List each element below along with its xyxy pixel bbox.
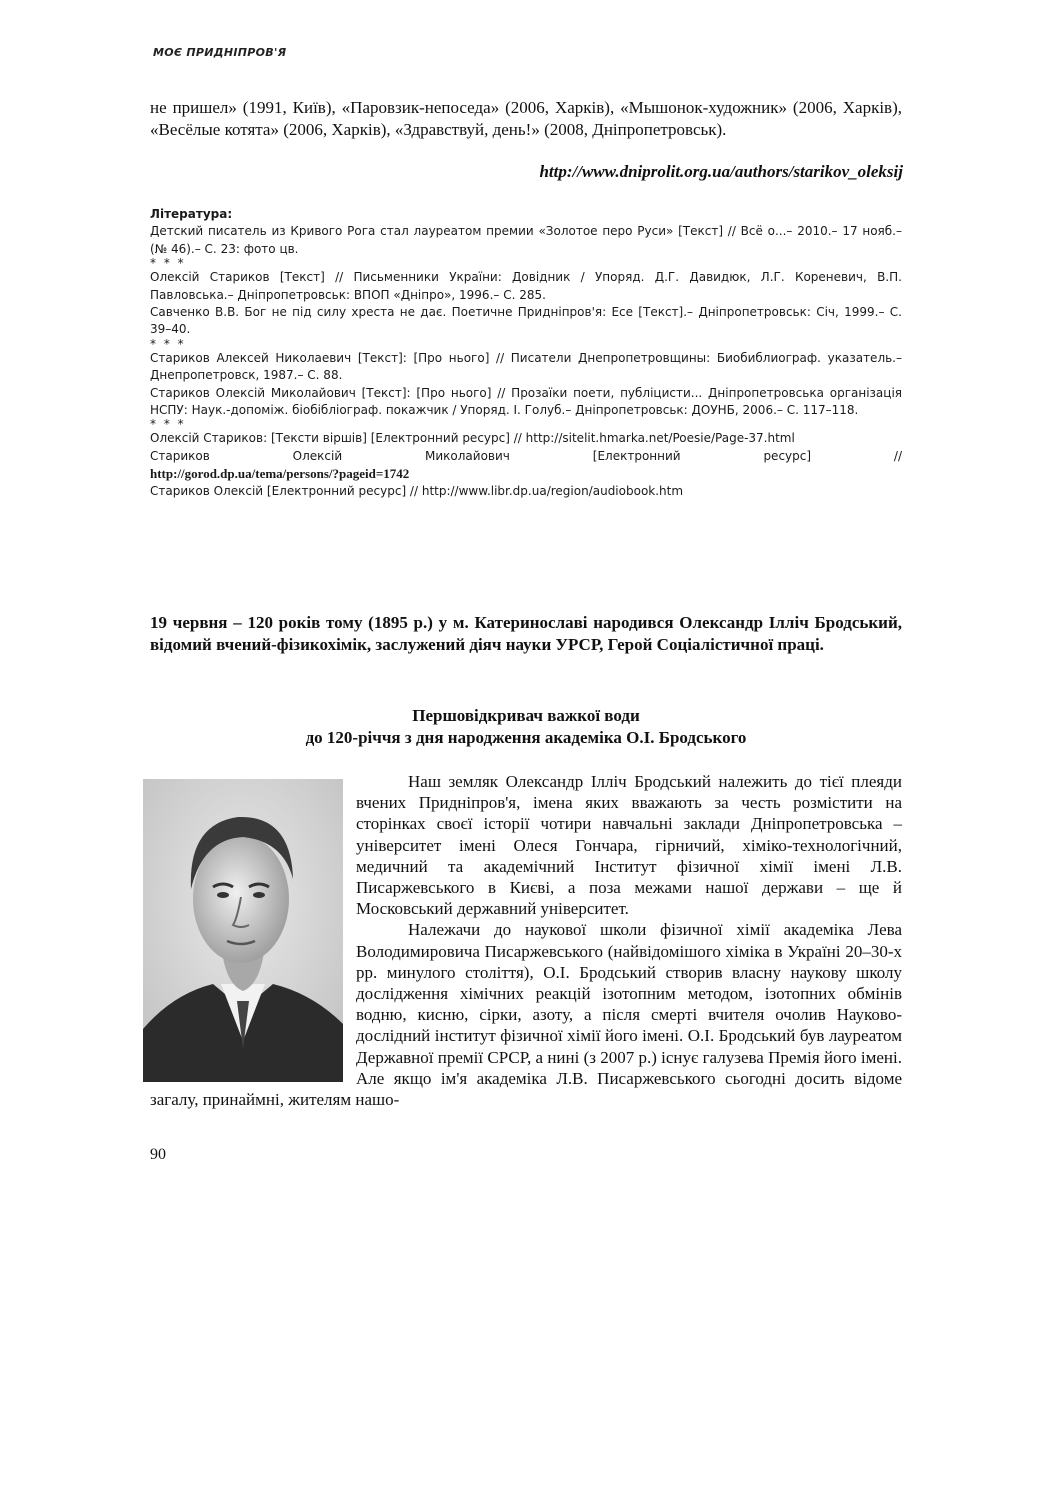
separator: * * * [150,417,186,432]
article-paragraph: Наш земляк Олександр Ілліч Бродський належить до тієї плеяди вчених Придніпров'я, імена яких вважають за честь розмістити на сторінках своєї історії чотири навчальні заклади Дніпропетровська – університет імені Олеся Гончара, гірничий, хіміко-технологічний, медичний та академічний Інститут фізичної хімії імені Л.В. Писаржевського в Києві, а поза межами нашої держави – ще й Московський державний університет. [356,772,902,919]
literature-entry: Стариков Олексій Миколайович [Електронний ресурс] // [150,448,902,463]
literature-entry: Детский писатель из Кривого Рога стал лауреатом премии «Золотое перо Руси» [Текст] // Всё о...– 2010.– 17 нояб.– (№ 46).– С. 23: фото цв. [150,224,902,256]
literature-entry: Стариков Олексій Миколайович [Текст]: [Про нього] // Прозаїки поети, публіцисти... Дніпропетровська організація НСПУ: Наук.-допоміж. біобібліограф. покажчик / Упоряд. І. Голуб.– Дніпропетровськ: ДОУНБ, 2006.– С. 117–118. [150,385,902,418]
literature-entry: Олексій Стариков [Текст] // Письменники України: Довідник / Упоряд. Д.Г. Давидюк, Л.Г. Кореневич, В.П. Павловська.– Дніпропетровськ: ВПОП «Дніпро», 1996.– С. 285. [150,270,902,302]
literature-link: http://gorod.dp.ua/tema/persons/?pageid=1742 [150,466,410,482]
article-title [150,705,902,749]
literature-title: Література: [150,207,233,221]
literature-entry: Олексій Стариков: [Тексти віршів] [Електронний ресурс] // http://sitelit.hmarka.net/Poesie/Page-37.html [150,431,795,446]
page-number: 90 [150,1146,166,1163]
intro-paragraph: не пришел» (1991, Київ), «Паровзик-непоседа» (2006, Харків), «Мышонок-художник» (2006, Харків), «Весёлые котята» (2006, Харків), «Здравствуй, день!» (2008, Дніпропетровськ). [150,98,902,139]
separator: * * * [150,336,186,351]
literature-entry: Савченко В.В. Бог не під силу хреста не дає. Поетичне Придніпров'я: Есе [Текст].– Дніпропетровськ: Січ, 1999.– С. 39–40. [150,305,902,337]
separator: * * * [150,256,186,271]
author-url: http://www.dniprolit.org.ua/authors/starikov_oleksij [539,162,903,181]
literature-entry: Стариков Алексей Николаевич [Текст]: [Про нього] // Писатели Днепропетровщины: Биобиблиограф. указатель.– Днепропетровск, 1987.– С. 88. [150,350,902,383]
literature-entry: Стариков Олексій [Електронний ресурс] // http://www.libr.dp.ua/region/audiobook.htm [150,483,684,498]
literature-section [150,206,902,500]
article-subtitle: до 120-річчя з дня народження академіка О.І. Бродського [305,728,747,747]
article-title-line: Першовідкривач важкої води [412,706,640,725]
anniversary-announcement: 19 червня – 120 років тому (1895 р.) у м. Катеринославі народився Олександр Ілліч Бродський, відомий вчений-фізикохімік, заслужений діяч науки УРСР, Герой Соціалістичної праці. [150,613,902,654]
running-header: МОЄ ПРИДНІПРОВ'Я [153,46,287,59]
article-paragraph: Належачи до наукової школи фізичної хімії академіка Лева Володимировича Писаржевського (найвідомішого хіміка в Україні 20–30-х рр. минулого століття), О.І. Бродський створив власну наукову школу дослідження хімічних реакцій ізотопним методом, ізотопних обмінів водню, кисню, сірки, азоту, а після смерті вчителя очолив Науково-дослідний інститут фізичної хімії його імені. О.І. Бродський був лауреатом Державної премії СРСР, а нині (з 2007 р.) існує галузева Премія його імені. Але якщо ім'я академіка Л.В. Писаржевського сьогодні досить відоме загалу, принаймні, жителям нашо- [150,920,902,1110]
article-body [150,771,902,1110]
